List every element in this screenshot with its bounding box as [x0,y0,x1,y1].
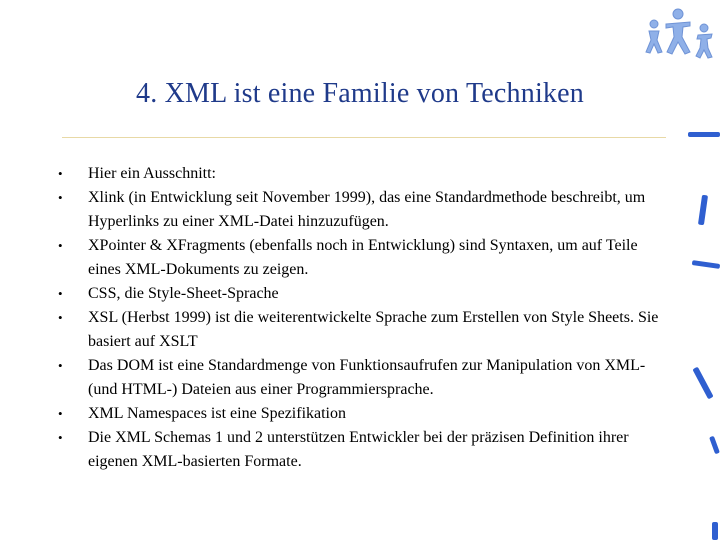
bullet-item: • Xlink (in Entwicklung seit November 1999), das eine Standardmethode beschreibt, um Hyperlinks zu einer XML-Datei hinzuzufügen. [52,186,672,234]
decorative-stroke [692,260,720,269]
decorative-stroke [698,195,708,226]
decorative-stroke [712,522,718,540]
bullet-item: • CSS, die Style-Sheet-Sprache [52,282,672,306]
title-divider [62,137,666,138]
bullet-item: • Die XML Schemas 1 und 2 unterstützen Entwickler bei der präzisen Definition ihrer eigenen XML-basierten Formate. [52,426,672,474]
bullet-item: • XML Namespaces ist eine Spezifikation [52,402,672,426]
bullet-list [52,162,672,474]
people-figures-logo-icon [640,4,720,66]
slide-title: 4. XML ist eine Familie von Techniken [136,78,584,109]
bullet-item: • XSL (Herbst 1999) ist die weiterentwickelte Sprache zum Erstellen von Style Sheets. Sie basiert auf XSLT [52,306,672,354]
decorative-stroke [692,367,713,400]
bullet-item: • Das DOM ist eine Standardmenge von Funktionsaufrufen zur Manipulation von XML- (und HTML-) Dateien aus einer Programmiersprache. [52,354,672,402]
decorative-stroke [688,132,720,137]
bullet-item: • XPointer & XFragments (ebenfalls noch in Entwicklung) sind Syntaxen, um auf Teile eines XML-Dokuments zu zeigen. [52,234,672,282]
decorative-stroke [709,436,720,455]
bullet-item: • Hier ein Ausschnitt: [52,162,672,186]
